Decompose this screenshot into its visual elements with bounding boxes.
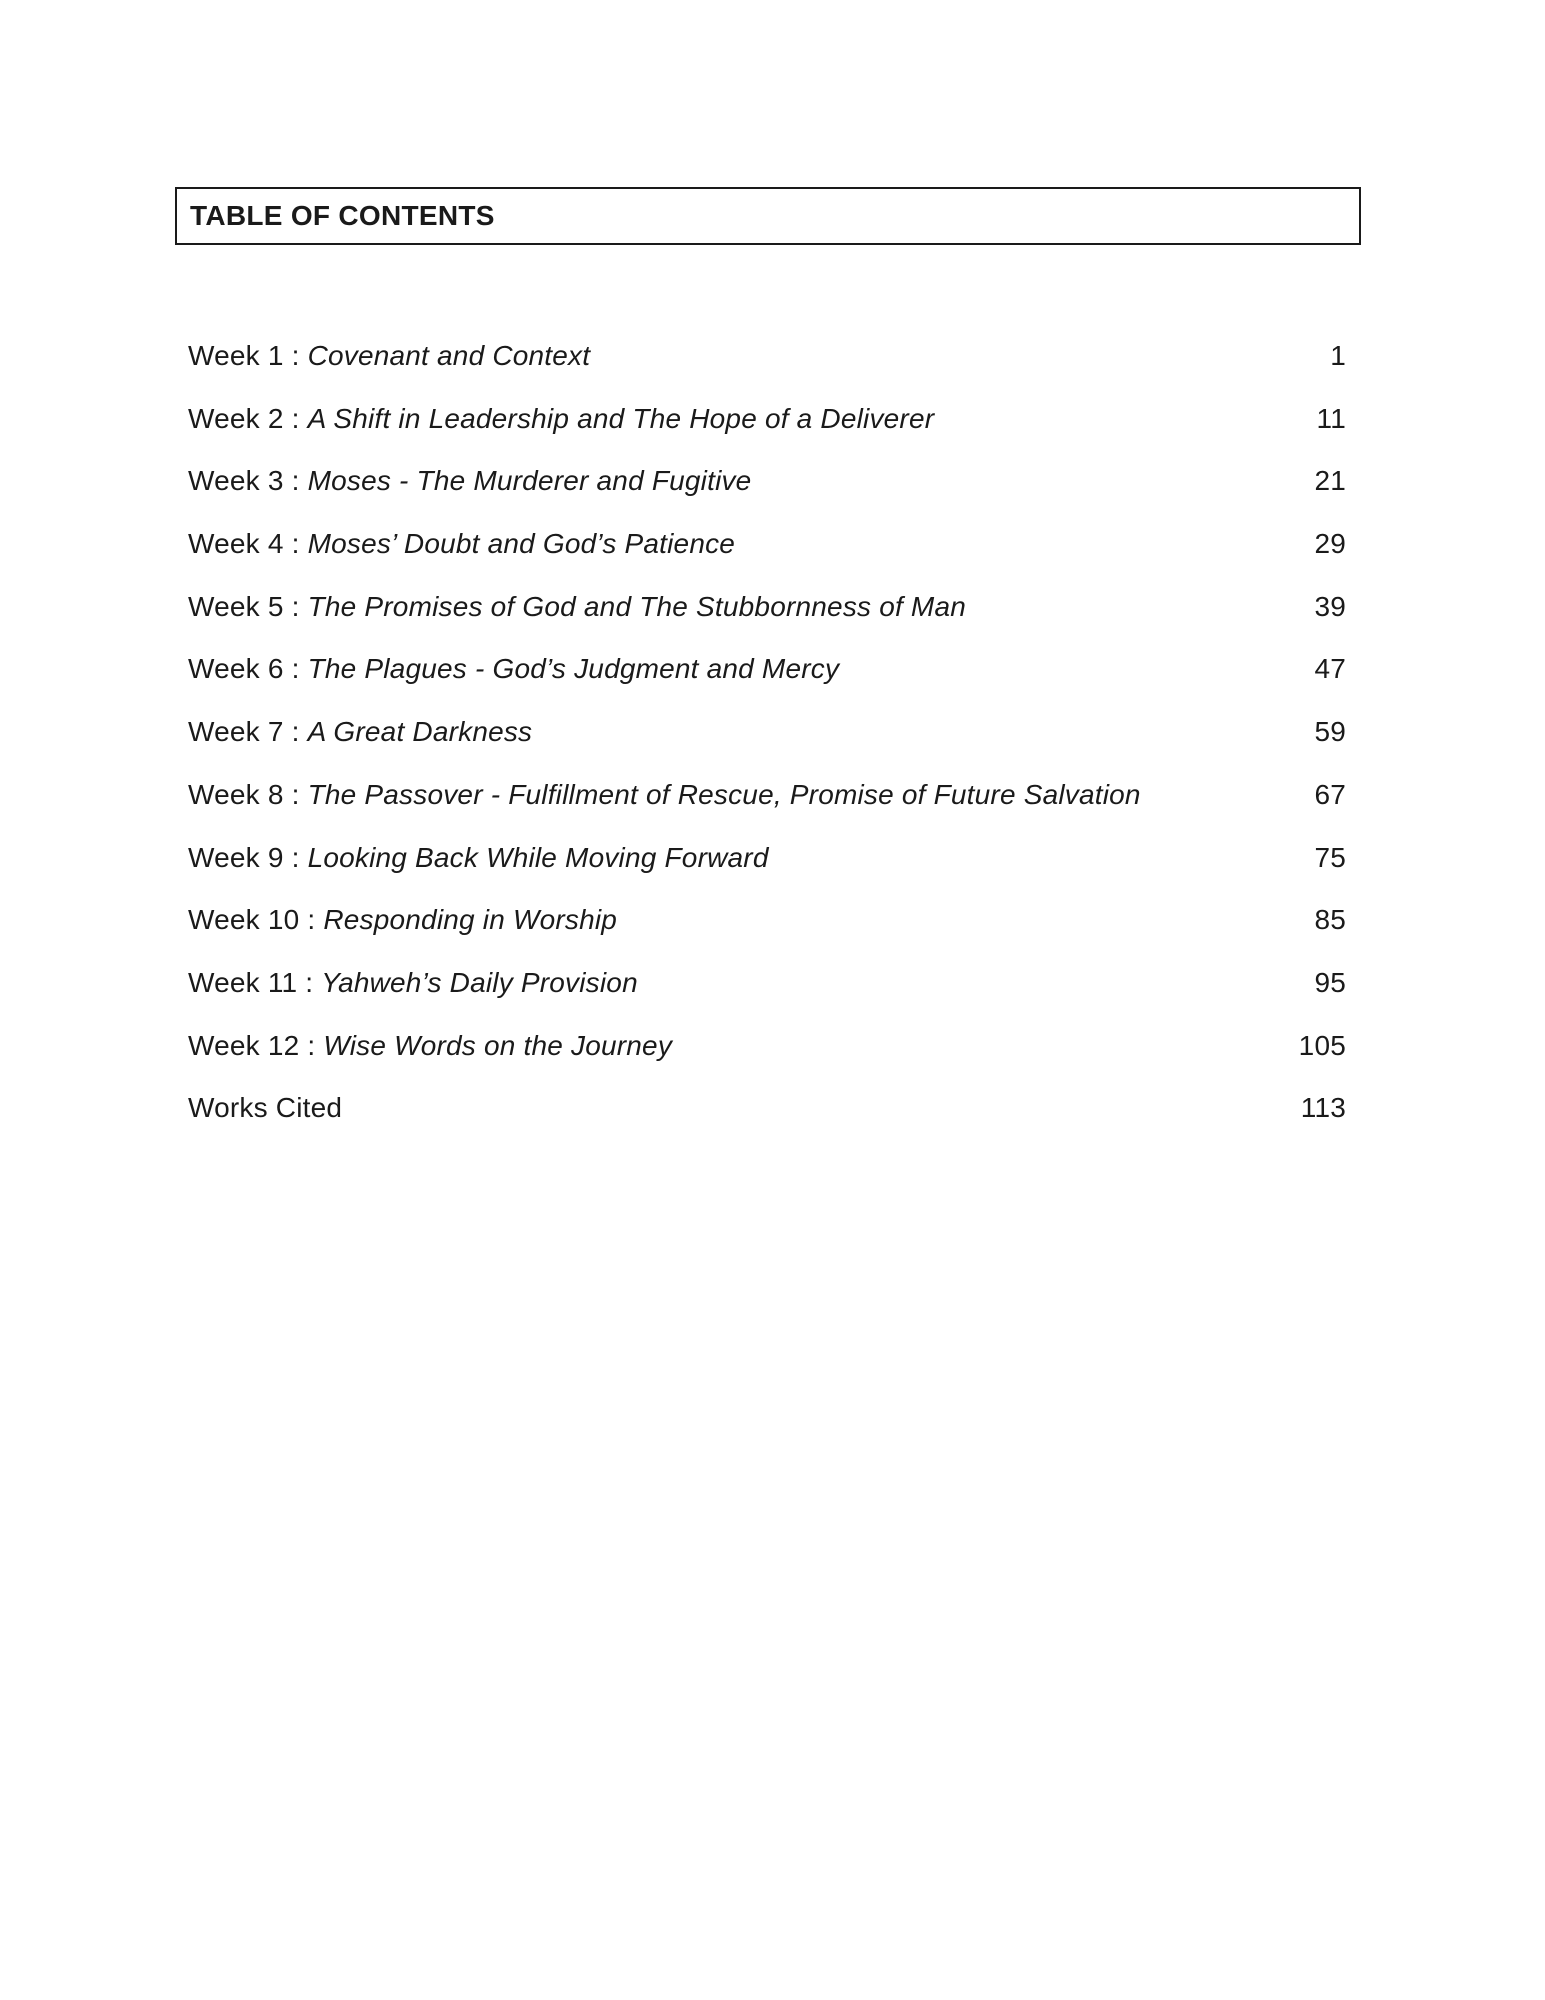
toc-entry-separator: : — [283, 590, 308, 622]
toc-entry-text — [188, 340, 590, 372]
toc-entry-text — [188, 1092, 342, 1124]
page-title: TABLE OF CONTENTS — [190, 200, 495, 231]
toc-entry-label: Week 1 — [188, 340, 284, 371]
toc-entry-label: Week 6 — [188, 653, 284, 685]
toc-entry-title: Yahweh’s Daily Provision — [321, 966, 638, 998]
toc-entry-text — [188, 403, 934, 435]
toc-entry-week-12[interactable] — [188, 1030, 1346, 1093]
toc-entry-page: 39 — [1314, 590, 1346, 622]
toc-entry-week-7[interactable] — [188, 716, 1346, 779]
toc-entry-page: 29 — [1314, 528, 1346, 560]
toc-entry-text — [188, 528, 735, 560]
toc-entry-label: Week 12 — [188, 1029, 300, 1061]
toc-entry-title: Moses’ Doubt and God’s Patience — [307, 528, 736, 560]
toc-entry-week-1[interactable] — [188, 340, 1346, 403]
toc-entry-works-cited[interactable] — [188, 1092, 1346, 1155]
toc-entry-separator: : — [297, 966, 322, 998]
toc-list — [188, 340, 1346, 1155]
toc-entry-week-10[interactable] — [188, 904, 1346, 967]
toc-entry-week-8[interactable] — [188, 779, 1346, 842]
toc-entry-separator: : — [299, 1029, 324, 1061]
toc-entry-text — [188, 842, 769, 874]
toc-entry-separator: : — [283, 716, 308, 748]
toc-entry-title: The Promises of God and The Stubbornness of Man — [307, 590, 966, 622]
toc-entry-label: Week 3 — [188, 465, 284, 497]
toc-entry-text — [188, 465, 751, 497]
toc-entry-page: 105 — [1298, 1029, 1346, 1061]
toc-entry-title: The Passover - Fulfillment of Rescue, Promise of Future Salvation — [307, 778, 1141, 810]
toc-entry-separator: : — [283, 465, 308, 497]
toc-entry-title: A Great Darkness — [307, 716, 533, 748]
toc-entry-page: 59 — [1314, 716, 1346, 748]
toc-entry-text — [188, 904, 617, 936]
toc-entry-label: Week 5 — [188, 590, 284, 622]
toc-entry-page: 75 — [1314, 841, 1346, 873]
toc-entry-separator: : — [283, 528, 308, 560]
toc-entry-page: 67 — [1314, 778, 1346, 810]
toc-entry-text — [188, 591, 966, 623]
toc-entry-label: Week 2 — [188, 402, 284, 434]
toc-entry-page: 47 — [1314, 653, 1346, 685]
toc-entry-page: 85 — [1314, 904, 1346, 936]
toc-entry-label: Works Cited — [188, 1092, 343, 1124]
toc-entry-title: Moses - The Murderer and Fugitive — [307, 465, 752, 497]
toc-entry-title: Looking Back While Moving Forward — [307, 841, 769, 873]
toc-entry-title: Responding in Worship — [323, 904, 618, 936]
toc-entry-week-4[interactable] — [188, 528, 1346, 591]
toc-header-box — [175, 187, 1361, 245]
toc-entry-label: Week 10 — [188, 904, 300, 936]
toc-entry-page: 11 — [1316, 402, 1346, 434]
toc-entry-separator: : — [299, 904, 324, 936]
toc-entry-week-3[interactable] — [188, 465, 1346, 528]
toc-entry-label: Week 7 — [188, 716, 284, 748]
toc-entry-text — [188, 716, 532, 748]
toc-entry-label: Week 4 — [188, 528, 284, 560]
toc-entry-page: 113 — [1300, 1092, 1346, 1124]
toc-entry-separator: : — [283, 402, 308, 434]
toc-entry-text — [188, 779, 1141, 811]
toc-entry-week-9[interactable] — [188, 842, 1346, 905]
toc-entry-separator: : — [283, 778, 308, 810]
toc-entry-title: A Shift in Leadership and The Hope of a Deliverer — [307, 402, 935, 434]
toc-entry-label: Week 9 — [188, 841, 284, 873]
toc-entry-title: Covenant and Context — [307, 340, 591, 371]
toc-entry-label: Week 11 — [188, 966, 298, 998]
toc-entry-week-11[interactable] — [188, 967, 1346, 1030]
toc-entry-text — [188, 653, 839, 685]
toc-entry-text — [188, 1030, 672, 1062]
toc-entry-week-5[interactable] — [188, 591, 1346, 654]
toc-entry-week-6[interactable] — [188, 653, 1346, 716]
toc-entry-title: Wise Words on the Journey — [323, 1029, 673, 1061]
toc-entry-text — [188, 967, 638, 999]
toc-entry-title: The Plagues - God’s Judgment and Mercy — [307, 653, 840, 685]
toc-entry-separator: : — [283, 841, 308, 873]
toc-entry-week-2[interactable] — [188, 403, 1346, 466]
toc-entry-page: 21 — [1314, 465, 1346, 497]
toc-entry-label: Week 8 — [188, 778, 284, 810]
toc-entry-page: 95 — [1314, 966, 1346, 998]
toc-entry-separator: : — [283, 340, 308, 371]
toc-entry-separator: : — [283, 653, 308, 685]
toc-entry-page: 1 — [1330, 340, 1346, 371]
